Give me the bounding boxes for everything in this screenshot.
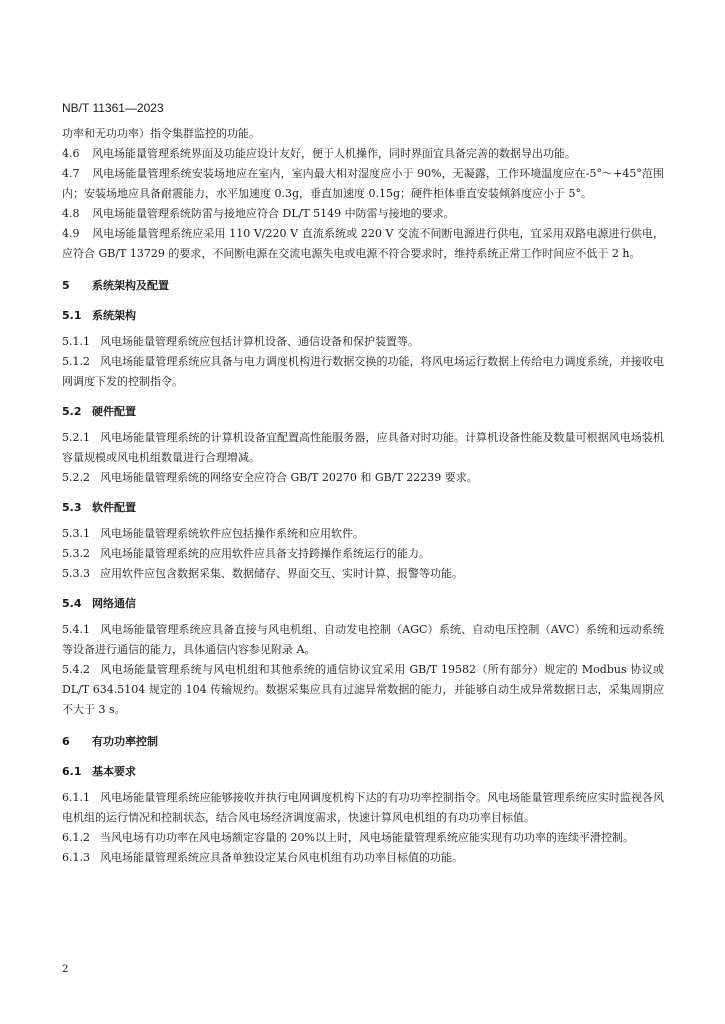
subsection-number: 5.4	[62, 597, 82, 610]
clause-text: 风电场能量管理系统的网络安全应符合 GB/T 20270 和 GB/T 22239 要求。	[100, 471, 478, 484]
clause-text: 风电场能量管理系统软件应包括操作系统和应用软件。	[100, 527, 364, 540]
paragraph-continuation	[62, 124, 664, 144]
clause-6-1-1	[62, 788, 664, 828]
section-title: 有功功率控制	[92, 735, 158, 748]
subsection-heading-5-1	[62, 306, 664, 326]
document-body	[62, 124, 664, 868]
clause-5-3-3	[62, 564, 664, 584]
clause-6-1-2	[62, 828, 664, 848]
subsection-heading-6-1	[62, 762, 664, 782]
subsection-heading-5-3	[62, 498, 664, 518]
subsection-title: 软件配置	[92, 501, 136, 514]
page-number: 2	[62, 964, 69, 975]
clause-5-2-1	[62, 428, 664, 468]
subsection-title: 网络通信	[92, 597, 136, 610]
subsection-heading-5-2	[62, 402, 664, 422]
clause-number: 5.3.1	[62, 527, 90, 540]
clause-number: 6.1.1	[62, 791, 90, 804]
subsection-number: 5.3	[62, 501, 82, 514]
clause-5-3-1	[62, 524, 664, 544]
section-number: 5	[62, 279, 70, 292]
clause-text: 风电场能量管理系统应具备直接与风电机组、自动发电控制（AGC）系统、自动电压控制（AVC）系统和远动系统等设备进行通信的能力，具体通信内容参见附录 A。	[62, 623, 664, 656]
clause-4-9	[62, 224, 664, 264]
clause-number: 5.1.2	[62, 355, 90, 368]
subsection-number: 5.1	[62, 309, 82, 322]
subsection-title: 基本要求	[92, 765, 136, 778]
clause-4-6	[62, 144, 664, 164]
clause-5-4-1	[62, 620, 664, 660]
clause-6-1-3	[62, 848, 664, 868]
clause-text: 当风电场有功功率在风电场额定容量的 20%以上时，风电场能量管理系统应能实现有功功率的连续平滑控制。	[100, 831, 634, 844]
clause-text: 应用软件应包含数据采集、数据储存、界面交互、实时计算、报警等功能。	[100, 567, 463, 580]
clause-text: 风电场能量管理系统应具备单独设定某台风电机组有功功率目标值的功能。	[100, 851, 463, 864]
standard-code: NB/T 11361—2023	[62, 101, 164, 115]
clause-text: 风电场能量管理系统界面及功能应设计友好，便于人机操作，同时界面宜具备完善的数据导出功能。	[92, 147, 576, 160]
clause-number: 5.2.1	[62, 431, 90, 444]
clause-text: 风电场能量管理系统应具备与电力调度机构进行数据交换的功能，将风电场运行数据上传给电力调度系统，并接收电网调度下发的控制指令。	[62, 355, 664, 388]
clause-5-1-2	[62, 352, 664, 392]
clause-text: 风电场能量管理系统安装场地应在室内，室内最大相对湿度应小于 90%，无凝露，工作环境温度应在-5°～+45°范围内；安装场地应具备耐震能力，水平加速度 0.3g，垂直加速度 0.15g；硬件柜体垂直安装倾斜度应小于 5°。	[62, 167, 664, 200]
subsection-number: 6.1	[62, 765, 82, 778]
clause-number: 4.7	[62, 167, 80, 180]
clause-number: 6.1.2	[62, 831, 90, 844]
clause-5-4-2	[62, 660, 664, 720]
clause-text: 风电场能量管理系统应采用 110 V/220 V 直流系统或 220 V 交流不间断电源进行供电，宜采用双路电源进行供电，应符合 GB/T 13729 的要求，不间断电源在交流电源失电或电源不符合要求时，维持系统正常工作时间应不低于 2 h。	[62, 227, 664, 260]
clause-text: 风电场能量管理系统与风电机组和其他系统的通信协议宜采用 GB/T 19582（所有部分）规定的 Modbus 协议或 DL/T 634.5104 规定的 104 传输规约。数据采集应具有过滤异常数据的能力，并能够自动生成异常数据日志，采集周期应不大于 3 s。	[62, 663, 664, 716]
clause-5-1-1	[62, 332, 664, 352]
section-title: 系统架构及配置	[92, 279, 169, 292]
clause-text: 风电场能量管理系统的计算机设备宜配置高性能服务器，应具备对时功能。计算机设备性能及数量可根据风电场装机容量规模或风电机组数量进行合理增减。	[62, 431, 664, 464]
subsection-title: 硬件配置	[92, 405, 136, 418]
section-heading-6	[62, 732, 664, 752]
clause-text: 风电场能量管理系统防雷与接地应符合 DL/T 5149 中防雷与接地的要求。	[92, 207, 455, 220]
section-number: 6	[62, 735, 70, 748]
clause-number: 5.1.1	[62, 335, 90, 348]
clause-5-2-2	[62, 468, 664, 488]
section-heading-5	[62, 276, 664, 296]
subsection-heading-5-4	[62, 594, 664, 614]
clause-number: 4.9	[62, 227, 80, 240]
clause-number: 5.3.3	[62, 567, 90, 580]
clause-4-8	[62, 204, 664, 224]
clause-text: 风电场能量管理系统应能够接收并执行电网调度机构下达的有功功率控制指令。风电场能量管理系统应实时监视各风电机组的运行情况和控制状态，结合风电场经济调度需求，快速计算风电机组的有功功率目标值。	[62, 791, 664, 824]
subsection-title: 系统架构	[92, 309, 136, 322]
clause-text: 风电场能量管理系统应包括计算机设备、通信设备和保护装置等。	[100, 335, 419, 348]
clause-number: 5.4.1	[62, 623, 90, 636]
clause-5-3-2	[62, 544, 664, 564]
clause-4-7	[62, 164, 664, 204]
clause-number: 4.8	[62, 207, 80, 220]
clause-number: 6.1.3	[62, 851, 90, 864]
clause-text: 风电场能量管理系统的应用软件应具备支持跨操作系统运行的能力。	[100, 547, 430, 560]
subsection-number: 5.2	[62, 405, 82, 418]
clause-number: 5.2.2	[62, 471, 90, 484]
clause-number: 5.4.2	[62, 663, 90, 676]
paragraph-text: 功率和无功功率）指令集群监控的功能。	[62, 127, 260, 140]
clause-number: 5.3.2	[62, 547, 90, 560]
clause-number: 4.6	[62, 147, 80, 160]
